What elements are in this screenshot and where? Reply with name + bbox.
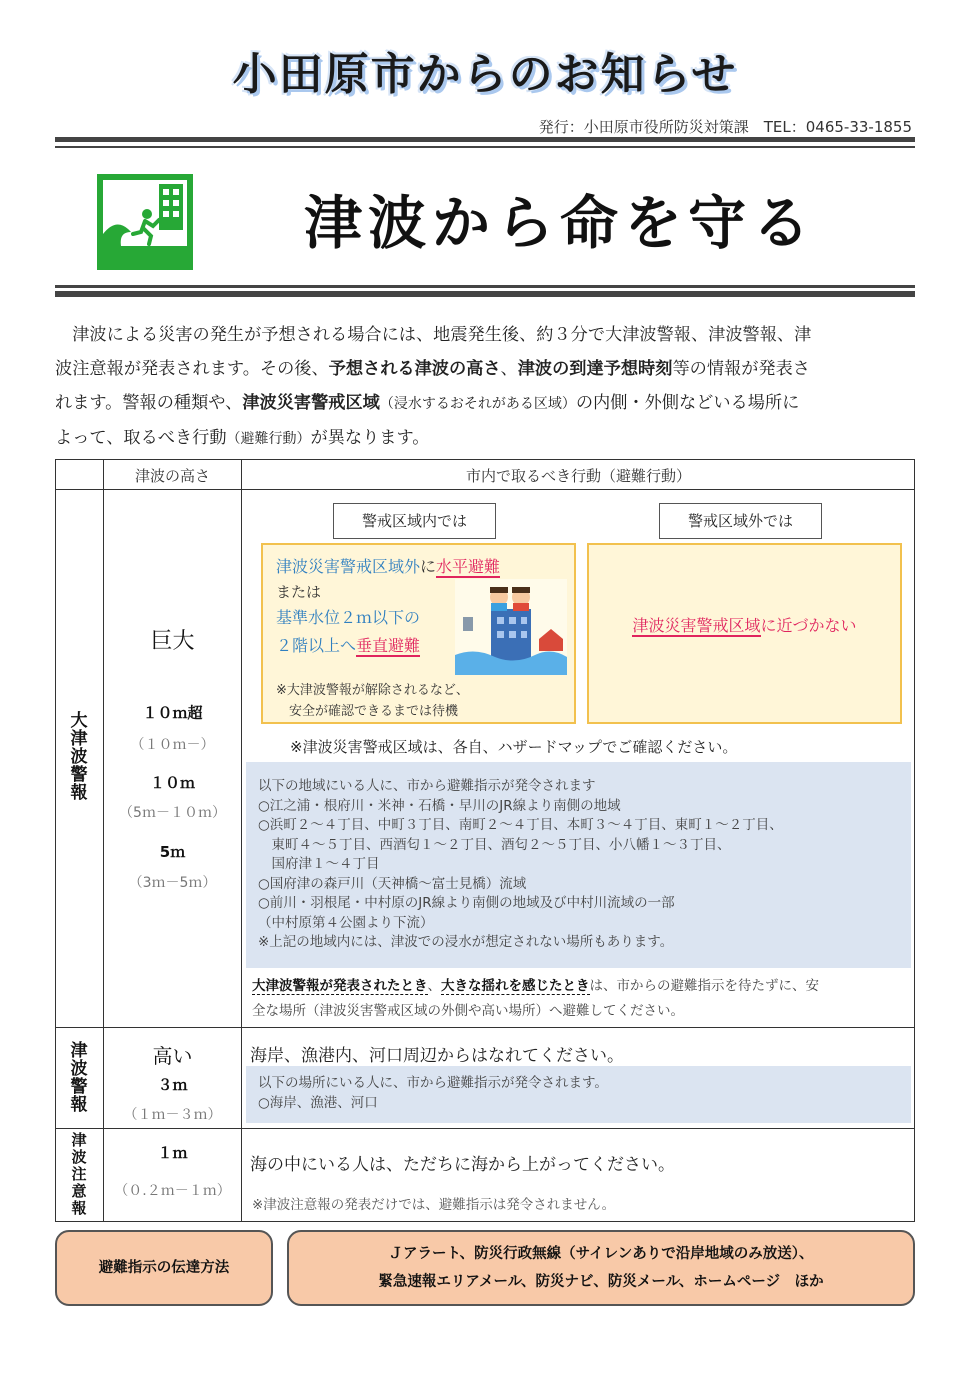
major-warning-label: 大津波警報 [70,711,88,803]
main-title: 津波から命を守る [303,189,816,257]
warning-label: 津波警報 [70,1041,88,1115]
warning-action: 海岸、漁港内、河口周辺からはなれてください。 [250,1046,624,1066]
intro-emphasis: 津波災害警戒区域 [242,393,380,413]
intro-text: の内側・外側などいる場所に [575,393,800,413]
outside-zone-box [587,543,902,724]
final-emphasis: 大きな揺れを感じたとき [441,978,590,994]
warning-height: ３ｍ [157,1076,188,1094]
major-level: 巨大 [150,629,195,654]
header-title: 小田原市からのお知らせ [232,49,738,100]
tsunami-evacuation-icon [97,174,193,270]
column-header-height: 津波の高さ [134,467,210,485]
inside-zone-box [261,543,576,724]
column-header-action: 市内で取るべき行動（避難行動） [465,467,691,485]
intro-text: れます。警報の種類や、 [55,393,243,413]
inside-zone-label: 警戒区域内では [333,503,496,539]
inside-action-text: に [420,557,437,576]
outside-zone-name: 津波災害警戒区域 [632,616,761,635]
major-range-1: （１０ｍ－） [130,737,215,753]
method-label-box [55,1230,273,1306]
major-evacuation-areas: 以下の地域にいる人に、市から避難指示が発令されます ○江之浦・根府川・米神・石橋・早川のJR線より南側の地域 ○浜町２～４丁目、中町３丁目、南町２～４丁目、本町３～４丁目、東町１～２丁目、 東町４～５丁目、西酒匂１～２丁目、酒匂２～５丁目、小八幡１～３丁目、 国府津１～４丁目 ○国府津の森戸川（天神橋～富士見橋）流域 ○前川・羽根尾・中村原のJR線より南側の地域及び中村川流域の一部 （中村原第４公園より下流） ※上記の地域内には、津波での浸水が想定されない場所もあります。 [258,778,783,950]
inside-or: または [276,583,322,601]
inside-action-text: 津波災害警戒区域外 [276,557,421,576]
intro-text: が異なります。 [310,428,430,448]
advisory-range: （０.２ｍ－１ｍ） [114,1183,231,1199]
intro-emphasis: 予想される津波の高さ [328,359,501,379]
intro-paragraph [55,318,915,456]
advisory-height: １ｍ [157,1144,188,1162]
methods-line: 緊急速報エリアメール、防災ナビ、防災メール、ホームページ ほか [378,1274,824,1290]
intro-line: 津波による災害の発生が予想される場合には、地震発生後、約３分で大津波警報、津波警報、津 [55,325,812,345]
hazard-map-note: ※津波災害警戒区域は、各自、ハザードマップでご確認ください。 [290,738,738,756]
method-label: 避難指示の伝達方法 [98,1260,230,1276]
inside-action-text: 基準水位２ｍ以下の [276,608,421,627]
vertical-evacuation: 垂直避難 [356,636,421,655]
evacuation-illustration [455,579,567,675]
header-divider-thin [55,146,915,148]
intro-text: よって、取るべき行動 [55,428,227,448]
warning-level: 高い [152,1044,193,1068]
header-divider [55,137,915,142]
major-height-2: １０ｍ [149,774,195,792]
advisory-note: ※津波注意報の発表だけでは、避難指示は発令されません。 [252,1197,616,1213]
final-emphasis: 大津波警報が発表されたとき [252,978,428,994]
intro-emphasis: 津波の到達予想時刻 [517,359,673,379]
title-divider-thick [55,291,915,297]
table-divider [55,1027,915,1028]
title-divider [55,285,915,288]
advisory-label: 津波注意報 [71,1131,87,1217]
intro-note: （浸水するおそれがある区域） [379,396,576,412]
intro-note: （避難行動） [226,431,311,447]
major-range-2: （5ｍ－１０ｍ） [119,805,226,821]
outside-action: に近づかない [760,616,857,635]
intro-text: 、 [500,359,518,379]
table-divider [55,1128,915,1129]
inside-note: 安全が確認できるまでは待機 [276,704,459,719]
outside-zone-label: 警戒区域外では [659,503,822,539]
table-divider [241,459,242,1222]
publisher-info: 発行：小田原市役所防災対策課 TEL：0465-33-1855 [538,118,912,136]
inside-note: ※大津波警報が解除されるなど、 [276,683,469,698]
final-text: 、 [427,978,441,994]
final-text: は、市からの避難指示を待たずに、安 [589,978,819,994]
intro-text: 波注意報が発表されます。その後、 [55,359,329,379]
horizontal-evacuation: 水平避難 [436,557,501,576]
warning-evacuation-areas: 以下の場所にいる人に、市から避難指示が発令されます。 ○海岸、漁港、河口 [258,1075,608,1111]
table-divider [55,489,915,490]
major-final-note [252,974,912,1024]
major-height-1: １０ｍ超 [142,704,203,722]
intro-text: 等の情報が発表さ [672,359,810,379]
advisory-action: 海の中にいる人は、ただちに海から上がってください。 [250,1155,675,1175]
final-text: 全な場所（津波災害警戒区域の外側や高い場所）へ避難してください。 [252,1003,684,1019]
warning-range: （１ｍ－３ｍ） [123,1107,222,1123]
major-range-3: （3ｍ－5ｍ） [128,875,217,891]
methods-line: Ｊアラート、防災行政無線（サイレンありで沿岸地域のみ放送）、 [388,1246,814,1262]
major-height-3: 5ｍ [159,843,186,861]
methods-box [287,1230,915,1306]
inside-action-text: ２階以上へ [276,636,357,655]
